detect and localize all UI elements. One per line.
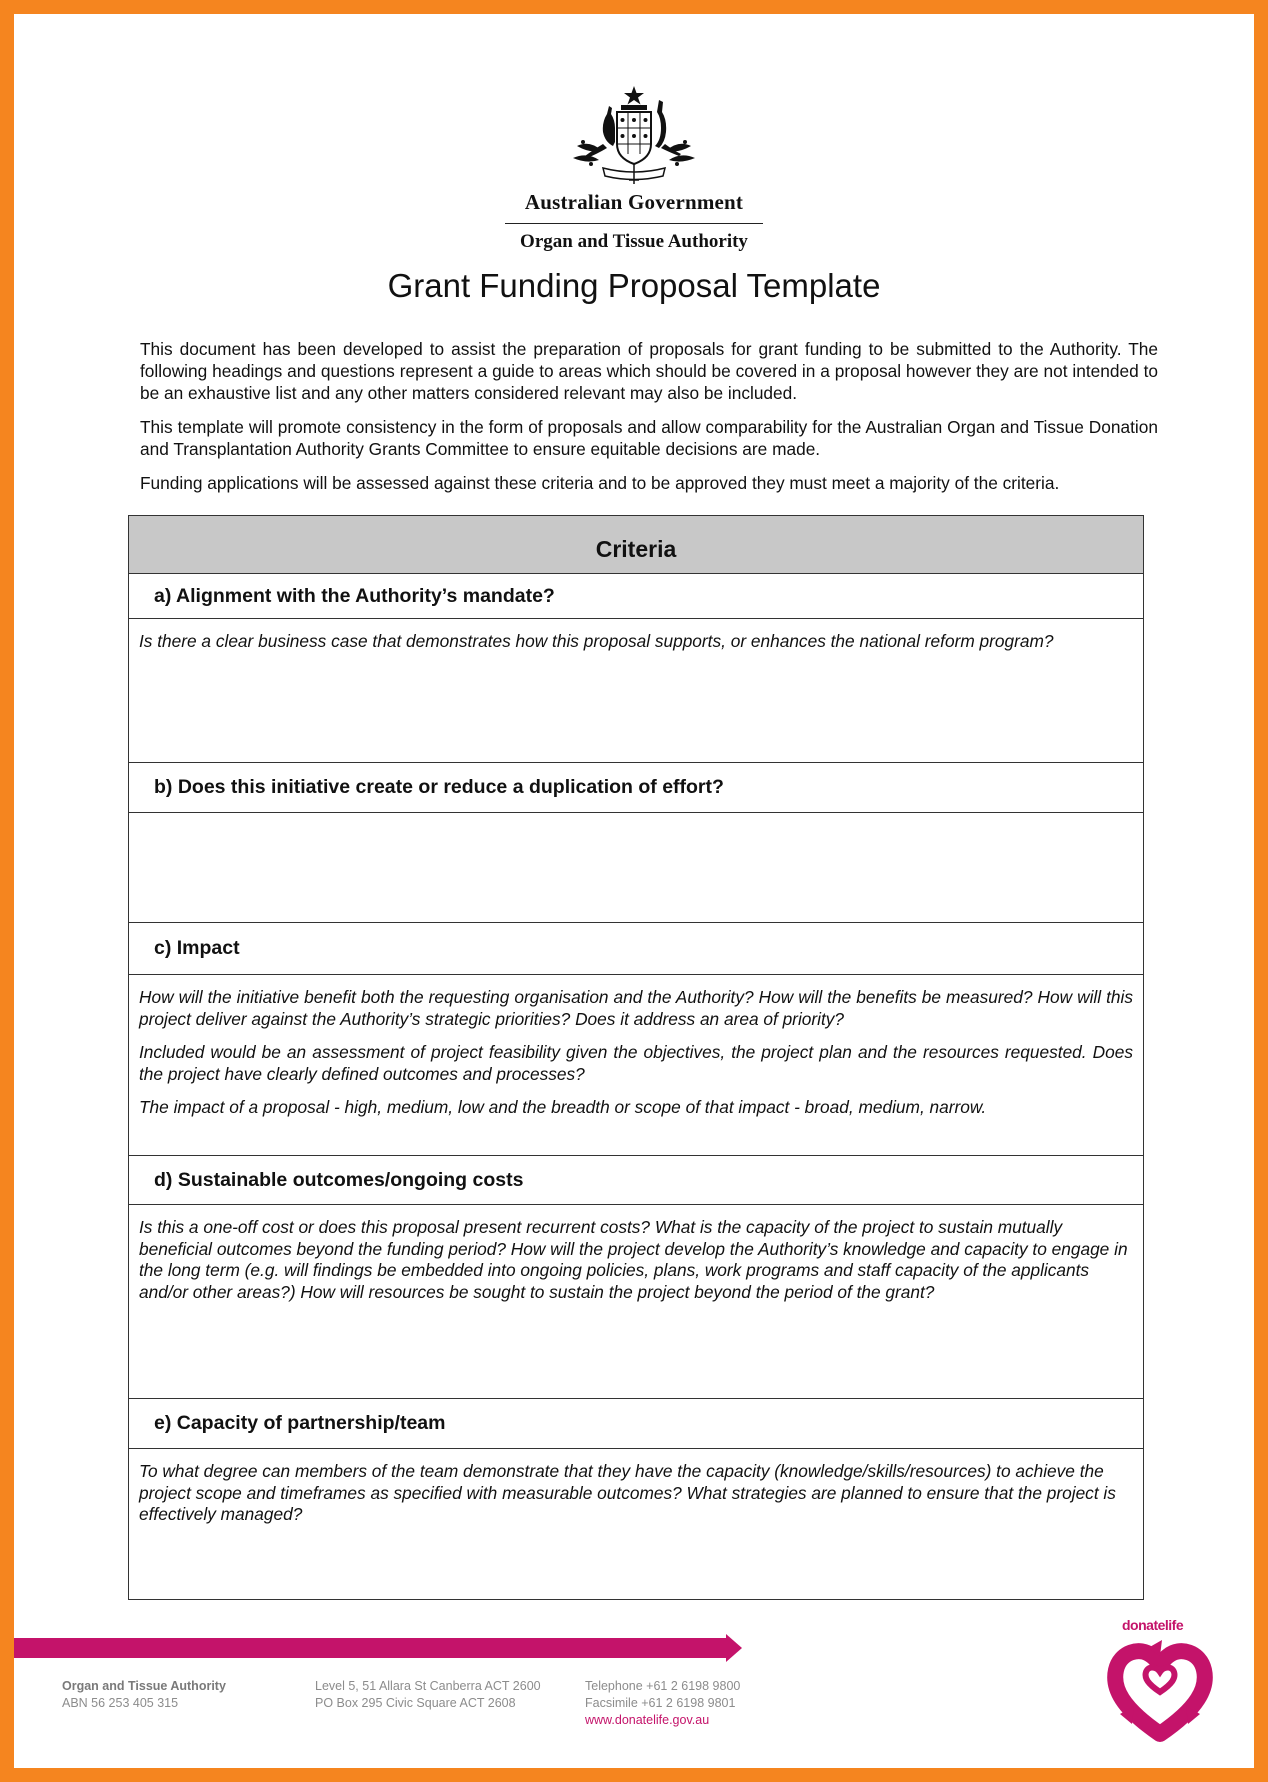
footer-org-name: Organ and Tissue Authority xyxy=(62,1679,226,1693)
document-page xyxy=(14,14,1254,1768)
section-paragraph: The impact of a proposal - high, medium, low and the breadth or scope of that impact - broad, medium, narrow. xyxy=(139,1097,987,1117)
footer-org-info xyxy=(62,1678,226,1712)
footer-abn: ABN 56 253 405 315 xyxy=(62,1696,179,1710)
letterhead-divider xyxy=(505,223,763,224)
agency-name: Organ and Tissue Authority xyxy=(520,231,748,252)
section-paragraph: Is there a clear business case that demonstrates how this proposal supports, or enhances the national reform program? xyxy=(139,631,1054,651)
section-title-c: c) Impact xyxy=(129,923,1143,975)
letterhead xyxy=(14,84,1254,253)
footer-address-line: Level 5, 51 Allara St Canberra ACT 2600 xyxy=(315,1679,541,1693)
section-title-a: a) Alignment with the Authority’s mandate? xyxy=(129,574,1143,619)
intro-paragraph: This document has been developed to assist the preparation of proposals for grant funding to be submitted to the Authority. The following headings and questions represent a guide to areas which should be covered in a proposal however they are not intended to be an exhaustive list and any other matters considered relevant may also be included. xyxy=(140,339,1158,403)
donatelife-logo-text: donatelife xyxy=(1122,1617,1184,1633)
intro-text xyxy=(140,338,1158,506)
criteria-heading: Criteria xyxy=(129,516,1143,574)
intro-paragraph: This template will promote consistency in the form of proposals and allow comparability for the Australian Organ and Tissue Donation and Transplantation Authority Grants Committee to ensure equitable decisions are made. xyxy=(140,417,1158,459)
footer-bar xyxy=(14,1638,729,1658)
section-body-c[interactable] xyxy=(129,975,1143,1156)
document-title: Grant Funding Proposal Template xyxy=(387,267,881,304)
section-paragraph: Included would be an assessment of project feasibility given the objectives, the project plan and the resources requested. Does the project have clearly defined outcomes and processes? xyxy=(139,1042,1133,1084)
footer-telephone: Telephone +61 2 6198 9800 xyxy=(585,1679,741,1693)
section-body-a[interactable] xyxy=(129,619,1143,763)
footer-website-link[interactable]: www.donatelife.gov.au xyxy=(585,1713,710,1727)
footer-arrow-icon xyxy=(726,1634,742,1662)
footer-facsimile: Facsimile +61 2 6198 9801 xyxy=(585,1696,736,1710)
section-body-b[interactable] xyxy=(129,813,1143,923)
intro-paragraph: Funding applications will be assessed against these criteria and to be approved they must meet a majority of the criteria. xyxy=(140,473,1060,493)
government-name: Australian Government xyxy=(524,190,744,214)
section-paragraph: Is this a one-off cost or does this proposal present recurrent costs? What is the capacity of the project to sustain mutually beneficial outcomes beyond the funding period? How will the project develop the Authority’s knowledge and capacity to engage in the long term (e.g. will findings be embedded into ongoing policies, plans, work programs and staff capacity of the applicants and/or other areas?) How will resources be sought to sustain the project beyond the period of the grant? xyxy=(139,1217,1128,1302)
section-body-e[interactable] xyxy=(129,1449,1143,1599)
coat-of-arms-icon xyxy=(569,84,699,186)
footer-contact xyxy=(585,1678,740,1729)
criteria-table xyxy=(128,515,1144,1600)
section-title-b: b) Does this initiative create or reduce a duplication of effort? xyxy=(129,763,1143,813)
section-title-e: e) Capacity of partnership/team xyxy=(129,1399,1143,1449)
section-body-d[interactable] xyxy=(129,1205,1143,1399)
section-title-d: d) Sustainable outcomes/ongoing costs xyxy=(129,1156,1143,1205)
donatelife-heart-icon xyxy=(1104,1634,1216,1746)
section-paragraph: How will the initiative benefit both the requesting organisation and the Authority? How will the benefits be measured? How will this project deliver against the Authority’s strategic priorities? Does it address an area of priority? xyxy=(139,987,1133,1029)
footer-address-line: PO Box 295 Civic Square ACT 2608 xyxy=(315,1696,516,1710)
footer-address xyxy=(315,1678,541,1712)
section-paragraph: To what degree can members of the team demonstrate that they have the capacity (knowledge/skills/resources) to achieve the project scope and timeframes as specified with measurable outcomes? What strategies are planned to ensure that the project is effectively managed? xyxy=(139,1461,1116,1524)
